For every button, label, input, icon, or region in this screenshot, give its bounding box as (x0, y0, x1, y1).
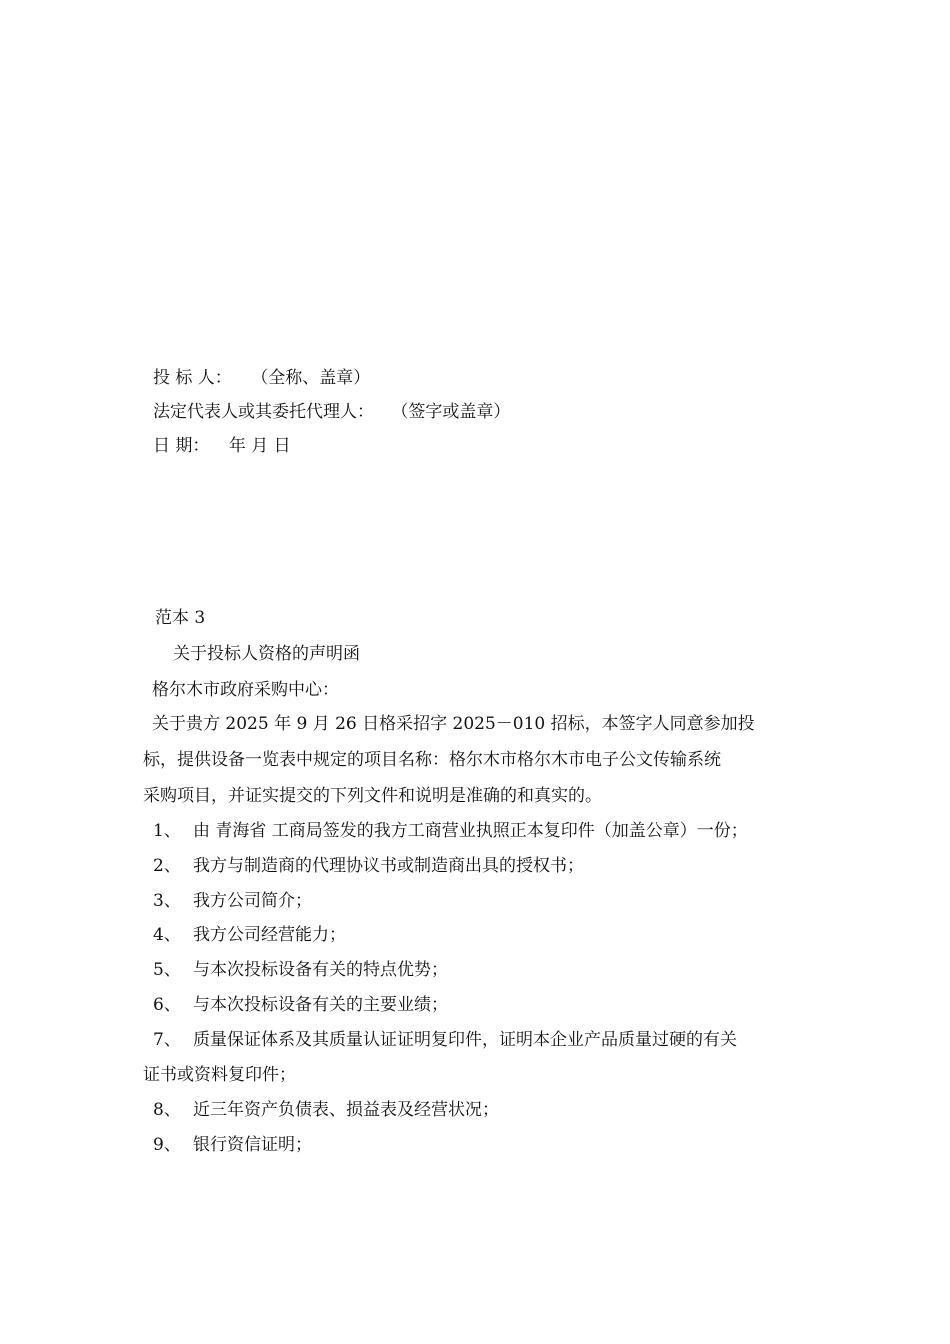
bidder-label: 投 标 人： (153, 368, 232, 388)
list-item-continuation: 证书或资料复印件； (143, 1065, 296, 1085)
list-item-text: 与本次投标设备有关的主要业绩； (193, 995, 448, 1015)
template-label: 范本 3 (155, 608, 206, 628)
list-item-text: 我方公司简介； (193, 891, 312, 911)
intro-line: 采购项目，并证实提交的下列文件和说明是准确的和真实的。 (143, 786, 602, 806)
list-item-text: 银行资信证明； (193, 1135, 312, 1155)
list-item (153, 924, 346, 946)
date-line (153, 435, 291, 457)
list-item-number: 4、 (153, 925, 181, 945)
list-item-number: 9、 (153, 1135, 181, 1155)
date-value: 年 月 日 (228, 436, 291, 456)
list-item-number: 2、 (153, 856, 181, 876)
list-item-number: 3、 (153, 891, 181, 911)
intro-line: 标，提供设备一览表中规定的项目名称：格尔木市格尔木市电子公文传输系统 (143, 750, 721, 770)
representative-label: 法定代表人或其委托代理人： (153, 402, 374, 422)
list-item-text: 我方公司经营能力； (193, 925, 346, 945)
list-item-number: 1、 (153, 821, 181, 841)
list-item-text: 近三年资产负债表、损益表及经营状况； (193, 1100, 499, 1120)
list-item (153, 1134, 312, 1156)
list-item-text: 我方与制造商的代理协议书或制造商出具的授权书； (193, 856, 584, 876)
bidder-note: （全称、盖章） (251, 368, 371, 388)
list-item-number: 8、 (153, 1100, 181, 1120)
list-item-number: 7、 (153, 1030, 181, 1050)
representative-line (153, 401, 510, 423)
date-label: 日 期： (153, 436, 210, 456)
list-item-text: 质量保证体系及其质量认证证明复印件，证明本企业产品质量过硬的有关 (193, 1030, 737, 1050)
list-item-text: 与本次投标设备有关的特点优势； (193, 960, 448, 980)
list-item-text: 由 青海省 工商局签发的我方工商营业执照正本复印件（加盖公章）一份； (193, 821, 748, 841)
list-item (153, 1099, 499, 1121)
list-item-number: 5、 (153, 960, 181, 980)
addressee: 格尔木市政府采购中心： (152, 680, 339, 700)
list-item (153, 959, 448, 981)
list-item (153, 994, 448, 1016)
list-item (153, 1029, 737, 1051)
intro-line: 关于贵方 2025 年 9 月 26 日格采招字 2025－010 招标，本签字人同意参加投 (152, 714, 755, 734)
list-item (153, 855, 584, 877)
list-item (153, 890, 312, 912)
declaration-title: 关于投标人资格的声明函 (173, 644, 360, 664)
representative-note: （签字或盖章） (391, 402, 511, 422)
list-item (153, 820, 748, 842)
bidder-line (153, 367, 370, 389)
list-item-number: 6、 (153, 995, 181, 1015)
